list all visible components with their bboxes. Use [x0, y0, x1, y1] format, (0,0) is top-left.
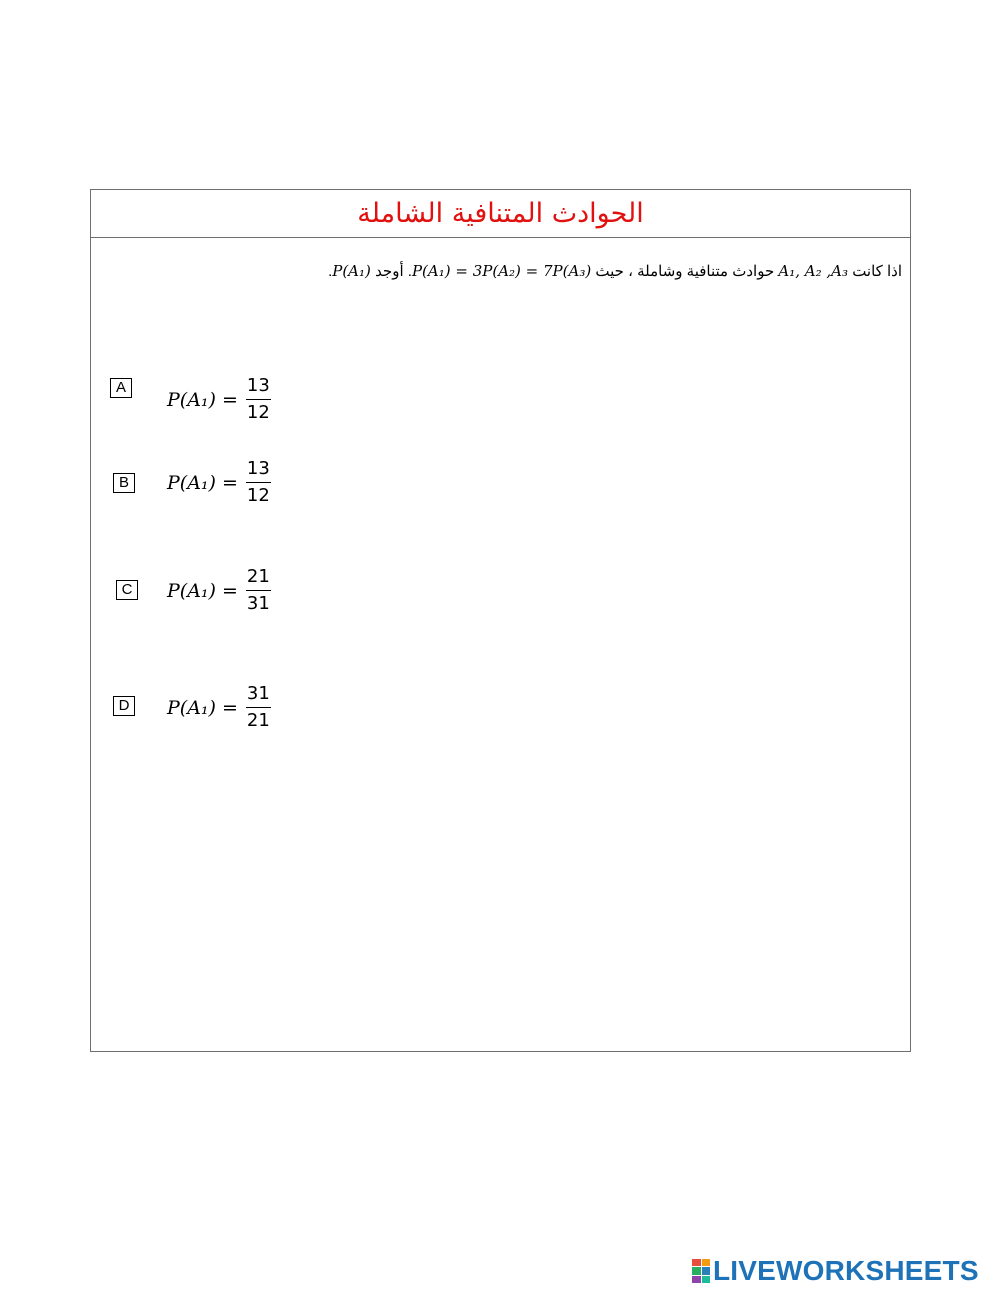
logo-mark-cell — [702, 1267, 711, 1274]
option-d-fraction — [246, 683, 271, 732]
question-prefix: اذا كانت — [852, 263, 902, 280]
question-condition: P(A₁) = 3P(A₂) = 7P(A₃) — [411, 262, 592, 280]
option-a-denominator: 12 — [246, 402, 270, 423]
logo-text: LIVEWORKSHEETS — [713, 1255, 979, 1286]
option-a-lhs: P(A₁) = — [167, 388, 238, 411]
worksheet-frame — [90, 189, 911, 1052]
option-b-numerator: 13 — [246, 458, 271, 483]
option-b-denominator: 12 — [246, 485, 270, 506]
option-a-numerator: 13 — [246, 375, 271, 400]
option-d-lhs: P(A₁) = — [167, 696, 238, 719]
option-b-formula — [167, 458, 271, 507]
option-d-formula — [167, 683, 271, 732]
logo-mark-cell — [692, 1259, 701, 1266]
option-c-numerator: 21 — [246, 566, 271, 591]
logo-mark-cell — [702, 1259, 711, 1266]
question-middle: حوادث متنافية وشاملة ، حيث — [595, 263, 775, 280]
option-a-formula — [167, 375, 271, 424]
option-c-formula — [167, 566, 271, 615]
logo-mark-cell — [692, 1276, 701, 1283]
option-c-denominator: 31 — [246, 593, 270, 614]
logo-mark-cell — [702, 1276, 711, 1283]
option-d-checkbox[interactable]: D — [113, 696, 135, 716]
question-text: اذا كانت A₁, A₂ ,A₃ حوادث متنافية وشاملة ، حيث P(A₁) = 3P(A₂) = 7P(A₃). أوجد P(A₁). — [328, 262, 902, 280]
option-b-checkbox[interactable]: B — [113, 473, 135, 493]
option-a-fraction — [246, 375, 271, 424]
option-d-numerator: 31 — [246, 683, 271, 708]
logo-mark-icon — [692, 1259, 710, 1283]
option-c-lhs: P(A₁) = — [167, 579, 238, 602]
worksheet-title: الحوادث المتنافية الشاملة — [91, 190, 910, 238]
question-events: A₁, A₂ ,A₃ — [778, 262, 849, 280]
option-d-denominator: 21 — [246, 710, 270, 731]
logo-mark-cell — [692, 1267, 701, 1274]
option-a-checkbox[interactable]: A — [110, 378, 132, 398]
option-b-lhs: P(A₁) = — [167, 471, 238, 494]
option-c-checkbox[interactable]: C — [116, 580, 138, 600]
option-c-fraction — [246, 566, 271, 615]
liveworksheets-logo[interactable] — [692, 1255, 979, 1287]
question-target: P(A₁) — [332, 262, 371, 280]
option-b-fraction — [246, 458, 271, 507]
question-ask: أوجد — [375, 263, 404, 280]
